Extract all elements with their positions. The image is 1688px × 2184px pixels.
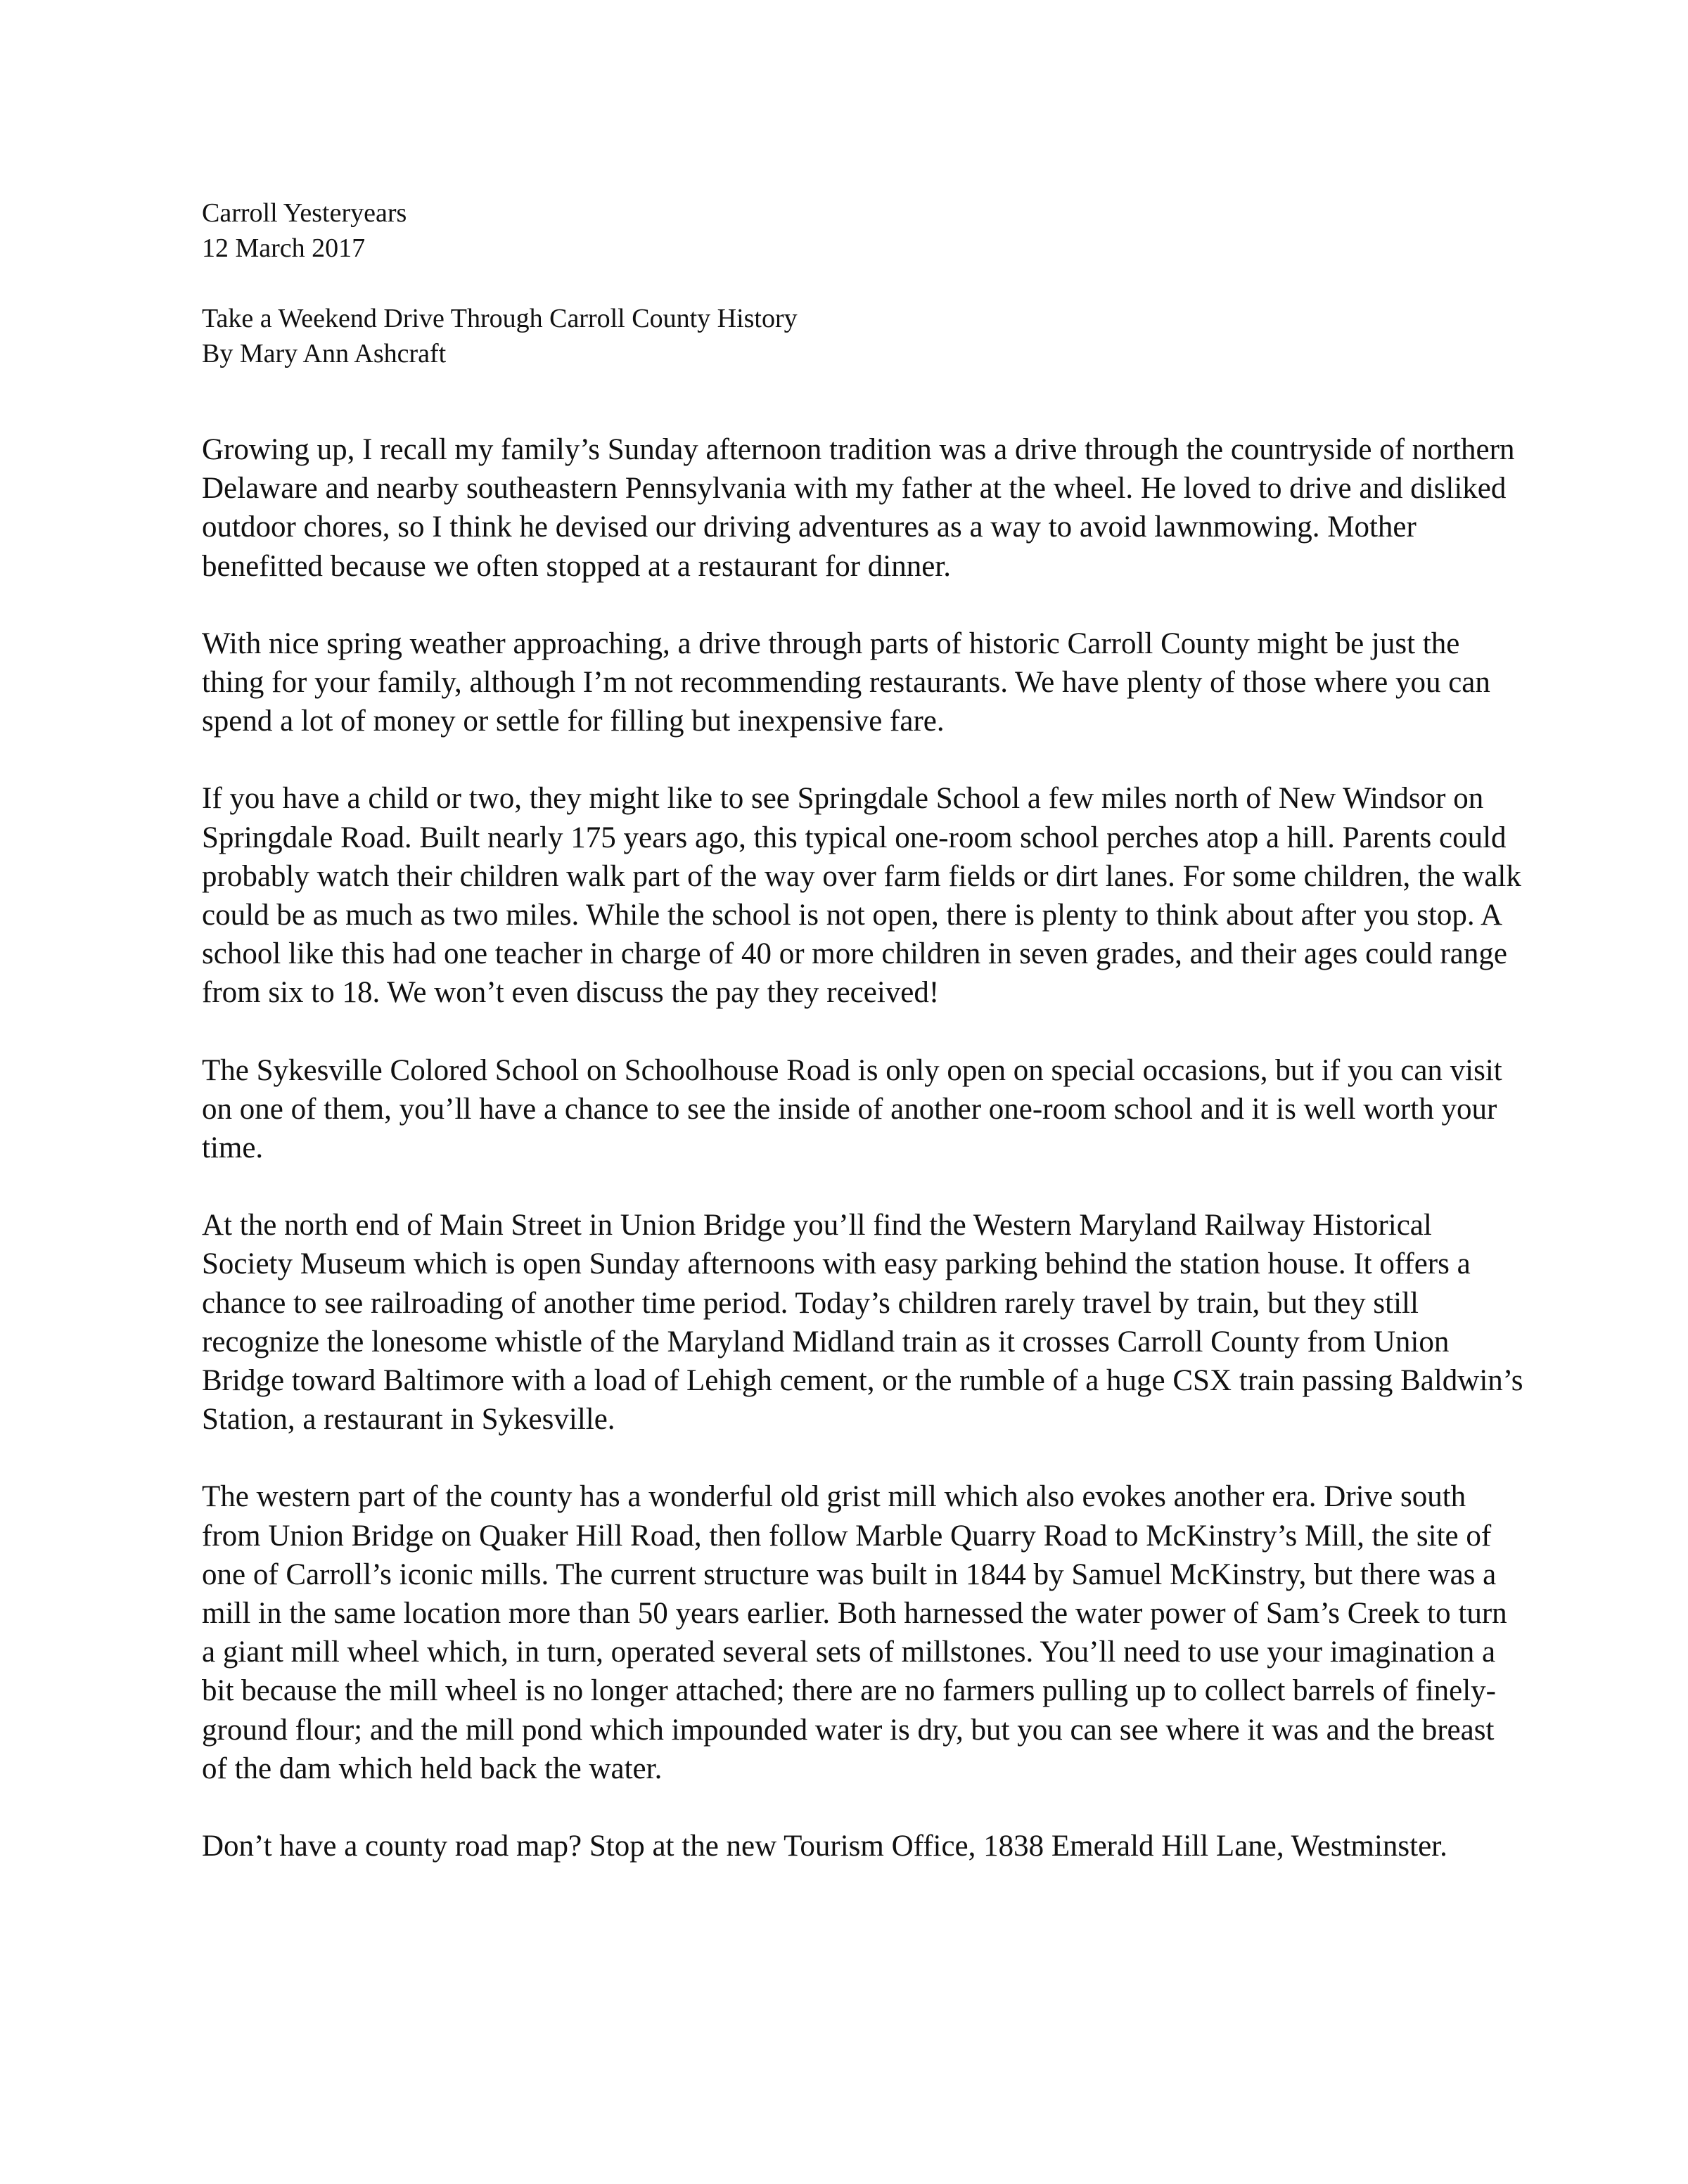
- paragraph-5: At the north end of Main Street in Union Bridge you’ll find the Western Maryland Railway Historical Society Museum which is open Sunday afternoons with easy parking behind the station house. It offers a chance to see railroading of another time period. Today’s children rarely travel by train, but they still recognize the lonesome whistle of the Maryland Midland train as it crosses Carroll County from Union Bridge toward Baltimore with a load of Lehigh cement, or the rumble of a huge CSX train passing Baldwin’s Station, a restaurant in Sykesville.: [202, 1209, 1523, 1437]
- paragraph-6: The western part of the county has a wonderful old grist mill which also evokes another era. Drive south from Union Bridge on Quaker Hill Road, then follow Marble Quarry Road to McKinstry’s Mill, the site of one of Carroll’s iconic mills. The current structure was built in 1844 by Samuel McKinstry, but there was a mill in the same location more than 50 years earlier. Both harnessed the water power of Sam’s Creek to turn a giant mill wheel which, in turn, operated several sets of millstones. You’ll need to use your imagination a bit because the mill wheel is no longer attached; there are no farmers pulling up to collect barrels of finely-ground flour; and the mill pond which impounded water is dry, but you can see where it was and the breast of the dam which held back the water.: [202, 1480, 1507, 1785]
- publication-date: 12 March 2017: [202, 233, 366, 263]
- paragraph-3: If you have a child or two, they might like to see Springdale School a few miles north of New Windsor on Springdale Road. Built nearly 175 years ago, this typical one-room school perches atop a hill. Parents could probably watch their children walk part of the way over farm fields or dirt lanes. For some children, the walk could be as much as two miles. While the school is not open, there is plenty to think about after you stop. A school like this had one teacher in charge of 40 or more children in seven grades, and their ages could range from six to 18. We won’t even discuss the pay they received!: [202, 782, 1521, 1010]
- header-spacer: [202, 266, 1524, 301]
- document-content: [202, 195, 1524, 1865]
- column-name: Carroll Yesteryears: [202, 198, 407, 228]
- paragraph-4: The Sykesville Colored School on Schoolhouse Road is only open on special occasions, but if you can visit on one of them, you’ll have a chance to see the inside of another one-room school and it is well worth your time.: [202, 1053, 1502, 1165]
- title-spacer: [202, 371, 1524, 430]
- paragraph-2: With nice spring weather approaching, a drive through parts of historic Carroll County might be just the thing for your family, although I’m not recommending restaurants. We have plenty of those where you can spend a lot of money or settle for filling but inexpensive fare.: [202, 627, 1490, 738]
- byline: By Mary Ann Ashcraft: [202, 339, 447, 368]
- paragraph-7: Don’t have a county road map? Stop at the new Tourism Office, 1838 Emerald Hill Lane, Westminster.: [202, 1830, 1447, 1863]
- article-title: Take a Weekend Drive Through Carroll County History: [202, 304, 798, 333]
- paragraph-1: Growing up, I recall my family’s Sunday afternoon tradition was a drive through the countryside of northern Delaware and nearby southeastern Pennsylvania with my father at the wheel. He loved to drive and disliked outdoor chores, so I think he devised our driving adventures as a way to avoid lawnmowing. Mother benefitted because we often stopped at a restaurant for dinner.: [202, 433, 1515, 583]
